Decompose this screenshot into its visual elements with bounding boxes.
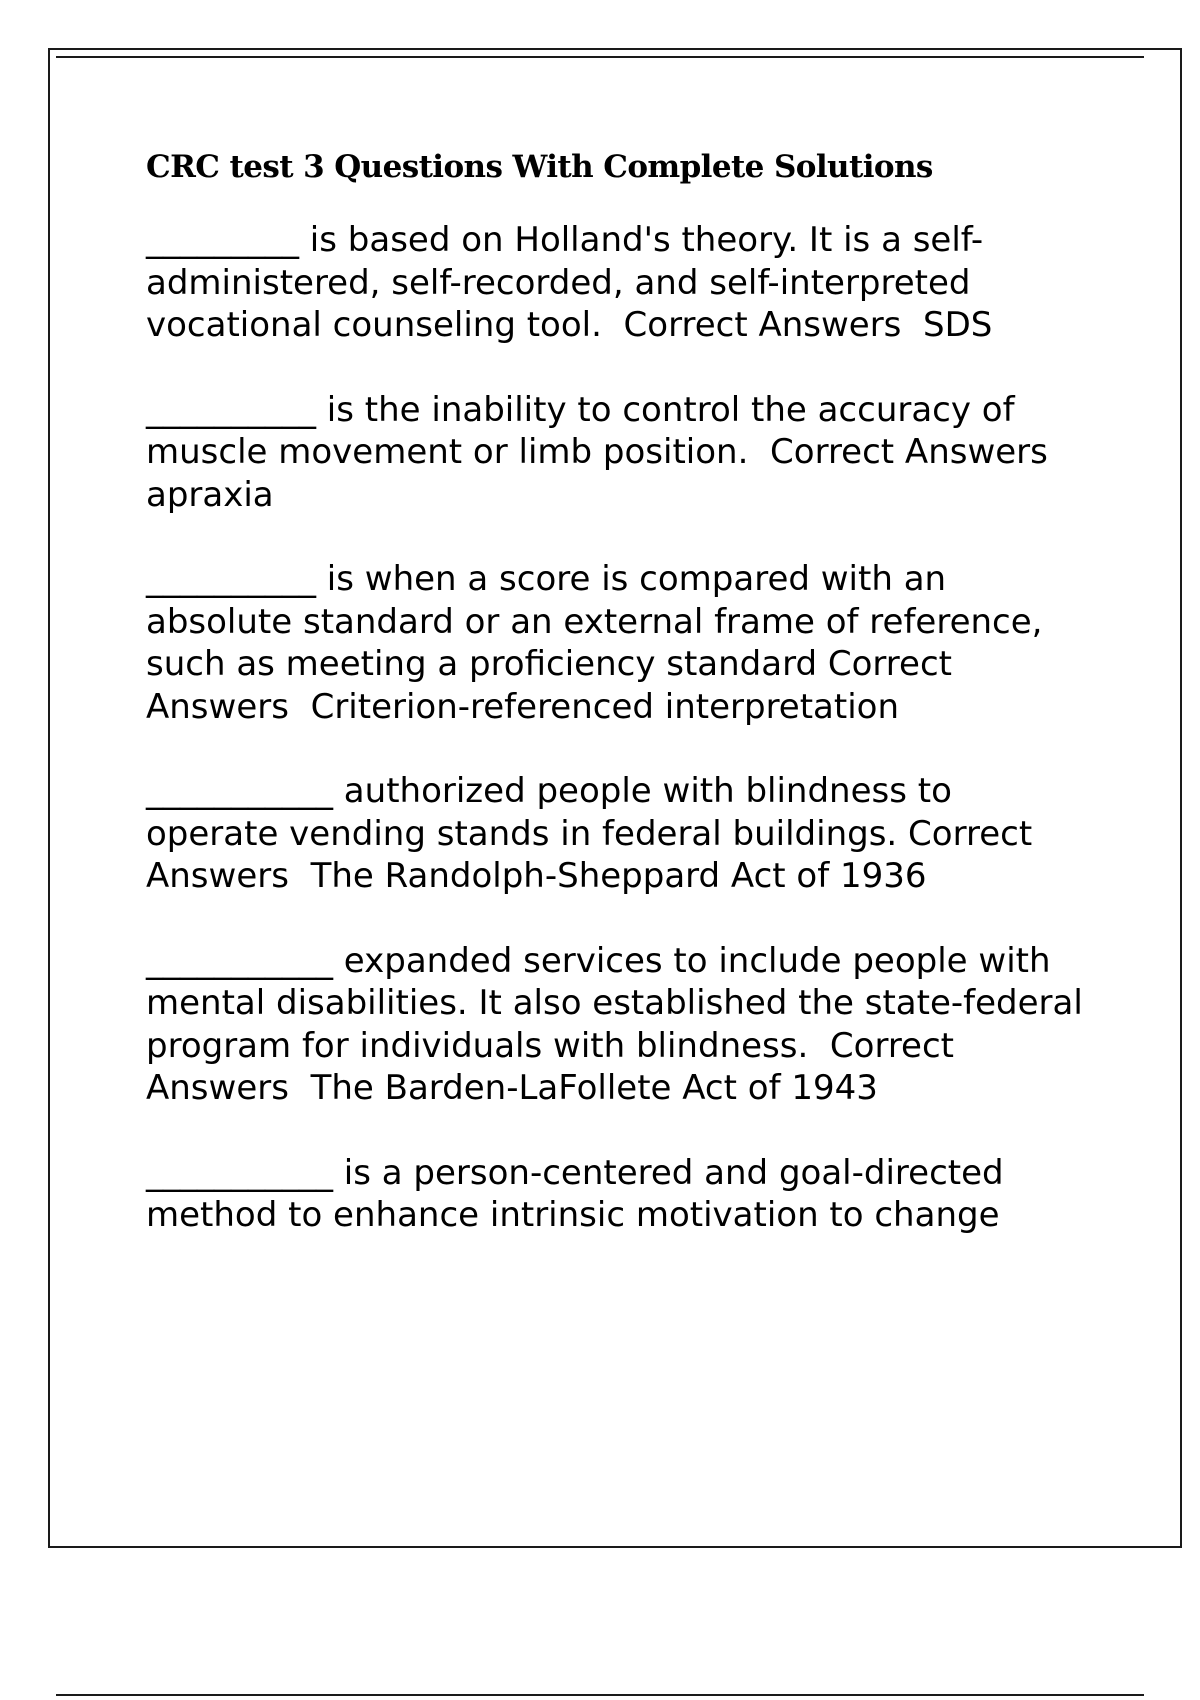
question-item [146, 1152, 1086, 1237]
answer-prefix: Correct Answers [146, 813, 1043, 896]
answer-text: Criterion-referenced interpretation [310, 686, 900, 727]
question-text: ___________ authorized people with blindness to operate vending stands in federal buildings. [146, 771, 963, 854]
question-text: __________ is when a score is compared with an absolute standard or an external frame of reference, such as meeting a proficiency standard [146, 559, 1054, 684]
question-list [146, 219, 1094, 1237]
question-text: __________ is the inability to control the accuracy of muscle movement or limb position. [146, 389, 1026, 472]
answer-text: The Barden-LaFollete Act of 1943 [310, 1068, 878, 1108]
bottom-rule [56, 1694, 1144, 1696]
top-rule [56, 56, 1144, 58]
question-text: ___________ is a person-centered and goal-directed method to enhance intrinsic motivation to change [146, 1152, 1015, 1235]
question-text: ___________ expanded services to include people with mental disabilities. It also established the state-federal program for individuals with blindness. [146, 940, 1094, 1066]
answer-text: apraxia [146, 474, 274, 515]
answer-text: The Randolph-Sheppard Act of 1936 [310, 856, 927, 896]
answer-prefix: Correct Answers [770, 432, 1048, 472]
question-item [146, 219, 1086, 347]
question-item [146, 558, 1086, 728]
answer-prefix: Correct Answers [146, 644, 963, 727]
answer-prefix: Correct Answers [146, 1025, 965, 1108]
answer-prefix: Correct Answers [623, 305, 902, 345]
question-item [146, 770, 1086, 898]
question-item [146, 389, 1086, 517]
document-body [146, 145, 1094, 1279]
question-item [146, 940, 1094, 1110]
question-text: _________ is based on Holland's theory. It is a self-administered, self-recorded, and self-interpreted vocational counseling tool. [146, 220, 984, 345]
document-title: CRC test 3 Questions With Complete Solutions [146, 149, 933, 185]
answer-text: SDS [923, 305, 993, 345]
